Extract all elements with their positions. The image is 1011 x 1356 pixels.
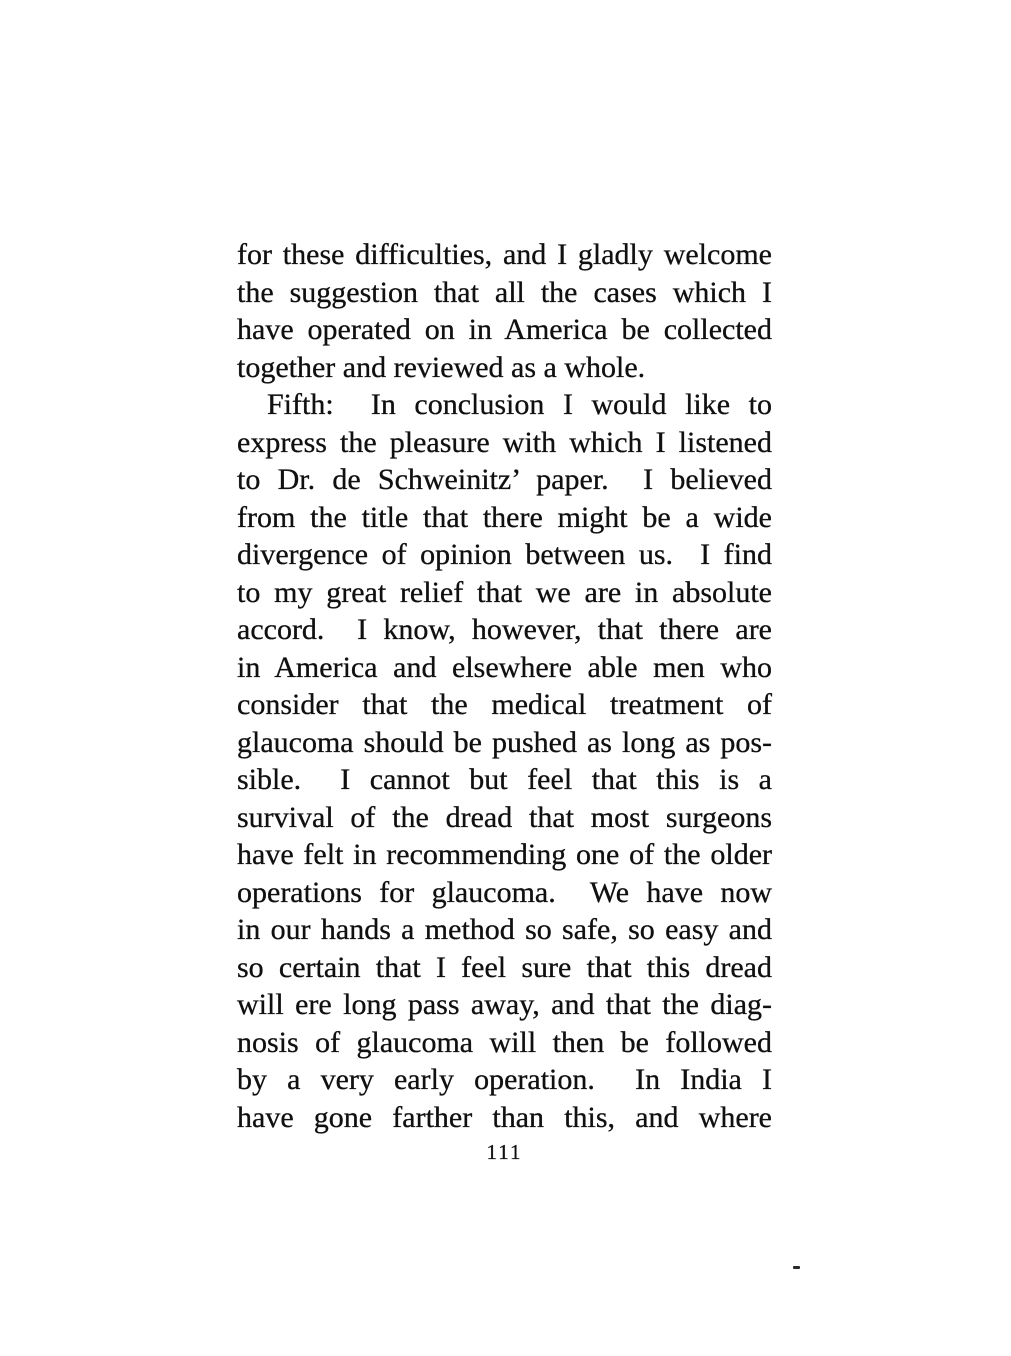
- text-line: to Dr. de Schweinitz’ paper. I believed: [237, 463, 772, 496]
- text-line: divergence of opinion between us. I find: [237, 538, 772, 571]
- text-line: in our hands a method so safe, so easy and: [237, 913, 772, 946]
- text-line: glaucoma should be pushed as long as pos-: [237, 725, 772, 759]
- text-line: from the title that there might be a wide: [237, 500, 772, 534]
- text-line: in America and elsewhere able men who: [237, 650, 772, 684]
- text-line: sible. I cannot but feel that this is a: [237, 763, 772, 796]
- text-line: operations for glaucoma. We have now: [237, 875, 772, 909]
- text-line: have operated on in America be collected: [237, 313, 772, 346]
- text-line: for these difficulties, and I gladly welcome: [237, 238, 772, 271]
- text-line: nosis of glaucoma will then be followed: [237, 1025, 772, 1059]
- text-line: express the pleasure with which I listened: [237, 425, 772, 459]
- text-line: together and reviewed as a whole.: [237, 350, 646, 384]
- ink-speck: [793, 1266, 800, 1269]
- text-line: have gone farther than this, and where: [237, 1100, 772, 1134]
- text-line: the suggestion that all the cases which I: [237, 275, 772, 309]
- body-text: [237, 236, 772, 1136]
- text-line: consider that the medical treatment of: [237, 688, 772, 721]
- text-line: Fifth: In conclusion I would like to: [267, 388, 772, 421]
- text-line: accord. I know, however, that there are: [237, 613, 772, 646]
- page-number: 111: [486, 1140, 523, 1164]
- text-line: so certain that I feel sure that this dread: [237, 950, 772, 984]
- text-line: by a very early operation. In India I: [237, 1063, 772, 1096]
- text-line: will ere long pass away, and that the diag-: [237, 988, 772, 1021]
- text-line: survival of the dread that most surgeons: [237, 800, 772, 834]
- text-line: have felt in recommending one of the older: [237, 838, 772, 871]
- text-line: to my great relief that we are in absolute: [237, 575, 772, 609]
